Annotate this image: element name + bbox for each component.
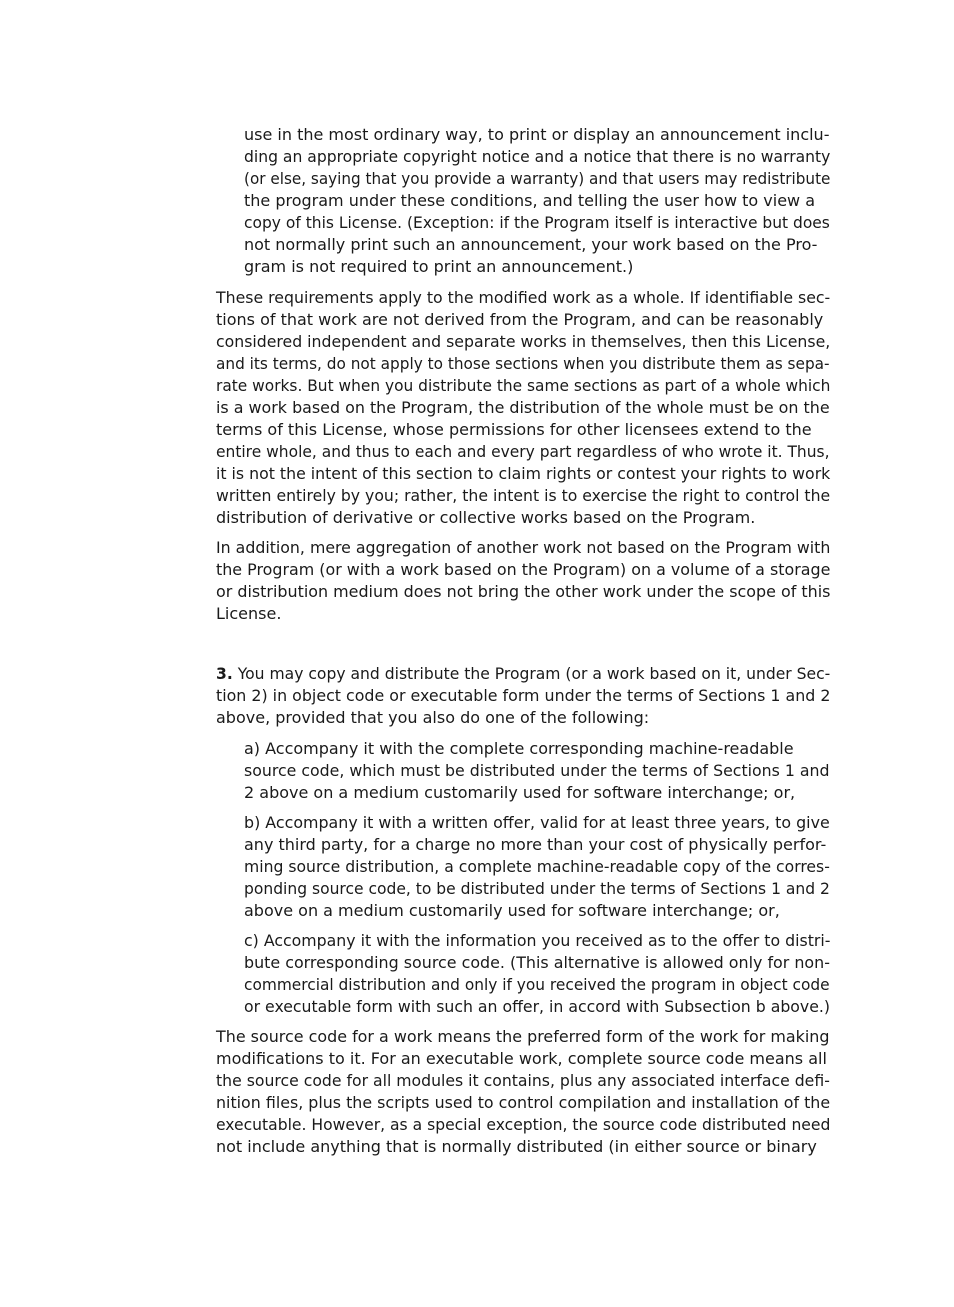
aggregation-paragraph [216, 537, 839, 625]
source-code-paragraph [216, 1026, 847, 1158]
text-line: it is not the intent of this section to claim rights or contest your rights to work [216, 464, 831, 483]
text-line: above, provided that you also do one of the following: [216, 708, 650, 727]
text-line: a) Accompany it with the complete corresponding machine-readable [244, 739, 794, 758]
item-c-paragraph [244, 930, 854, 1018]
text-line: any third party, for a charge no more than your cost of physically perfor- [244, 835, 827, 854]
item-a-paragraph [244, 738, 839, 804]
text-line: not normally print such an announcement, your work based on the Pro- [244, 235, 818, 254]
text-line: bute corresponding source code. (This alternative is allowed only for non- [244, 953, 830, 972]
text-line: ponding source code, to be distributed under the terms of Sections 1 and 2 [244, 879, 830, 898]
text-line: entire whole, and thus to each and every part regardless of who wrote it. Thus, [216, 442, 830, 461]
text-line: rate works. But when you distribute the same sections as part of a whole which [216, 376, 831, 395]
text-line: copy of this License. (Exception: if the Program itself is interactive but does [244, 213, 830, 232]
text-line: modifications to it. For an executable work, complete source code means all [216, 1049, 827, 1068]
text-line: source code, which must be distributed under the terms of Sections 1 and [244, 761, 830, 780]
section-3-first-line: You may copy and distribute the Program (or a work based on it, under Sec- [232, 664, 831, 683]
text-line: use in the most ordinary way, to print or display an announcement inclu- [244, 125, 830, 144]
text-line: the Program (or with a work based on the Program) on a volume of a storage [216, 560, 831, 579]
text-line: ding an appropriate copyright notice and a notice that there is no warranty [244, 147, 831, 166]
text-line: (or else, saying that you provide a warranty) and that users may redistribute [244, 169, 831, 188]
text-line: 2 above on a medium customarily used for software interchange; or, [244, 783, 796, 802]
text-line: and its terms, do not apply to those sections when you distribute them as sepa- [216, 354, 830, 373]
text-line: above on a medium customarily used for software interchange; or, [244, 901, 780, 920]
text-line: tion 2) in object code or executable form under the terms of Sections 1 and 2 [216, 686, 831, 705]
text-line: distribution of derivative or collective works based on the Program. [216, 508, 756, 527]
text-line: gram is not required to print an announcement.) [244, 257, 634, 276]
text-line: ming source distribution, a complete machine-readable copy of the corres- [244, 857, 830, 876]
section-3-paragraph [216, 663, 847, 729]
text-line: is a work based on the Program, the distribution of the whole must be on the [216, 398, 830, 417]
text-line: executable. However, as a special exception, the source code distributed need [216, 1115, 831, 1134]
text-line: License. [216, 604, 282, 623]
text-line: written entirely by you; rather, the intent is to exercise the right to control the [216, 486, 831, 505]
text-line: considered independent and separate works in themselves, then this License, [216, 332, 831, 351]
text-line: These requirements apply to the modified work as a whole. If identifiable sec- [216, 288, 831, 307]
text-line: the source code for all modules it contains, plus any associated interface defi- [216, 1071, 830, 1090]
item-b-paragraph [244, 812, 848, 922]
text-line: In addition, mere aggregation of another work not based on the Program with [216, 538, 831, 557]
announcement-paragraph [244, 124, 860, 278]
text-line: nition files, plus the scripts used to control compilation and installation of the [216, 1093, 831, 1112]
text-line: c) Accompany it with the information you received as to the offer to distri- [244, 931, 831, 950]
requirements-paragraph [216, 287, 858, 529]
text-line: not include anything that is normally distributed (in either source or binary [216, 1137, 817, 1156]
text-line [216, 663, 830, 685]
text-line: or distribution medium does not bring the other work under the scope of this [216, 582, 831, 601]
text-line: the program under these conditions, and telling the user how to view a [244, 191, 816, 210]
text-line: or executable form with such an offer, in accord with Subsection b above.) [244, 997, 830, 1016]
section-number: 3. [216, 664, 233, 683]
text-line: tions of that work are not derived from the Program, and can be reasonably [216, 310, 824, 329]
text-line: commercial distribution and only if you received the program in object code [244, 975, 830, 994]
text-line: terms of this License, whose permissions for other licensees extend to the [216, 420, 812, 439]
text-line: The source code for a work means the preferred form of the work for making [216, 1027, 830, 1046]
text-line: b) Accompany it with a written offer, valid for at least three years, to give [244, 813, 830, 832]
